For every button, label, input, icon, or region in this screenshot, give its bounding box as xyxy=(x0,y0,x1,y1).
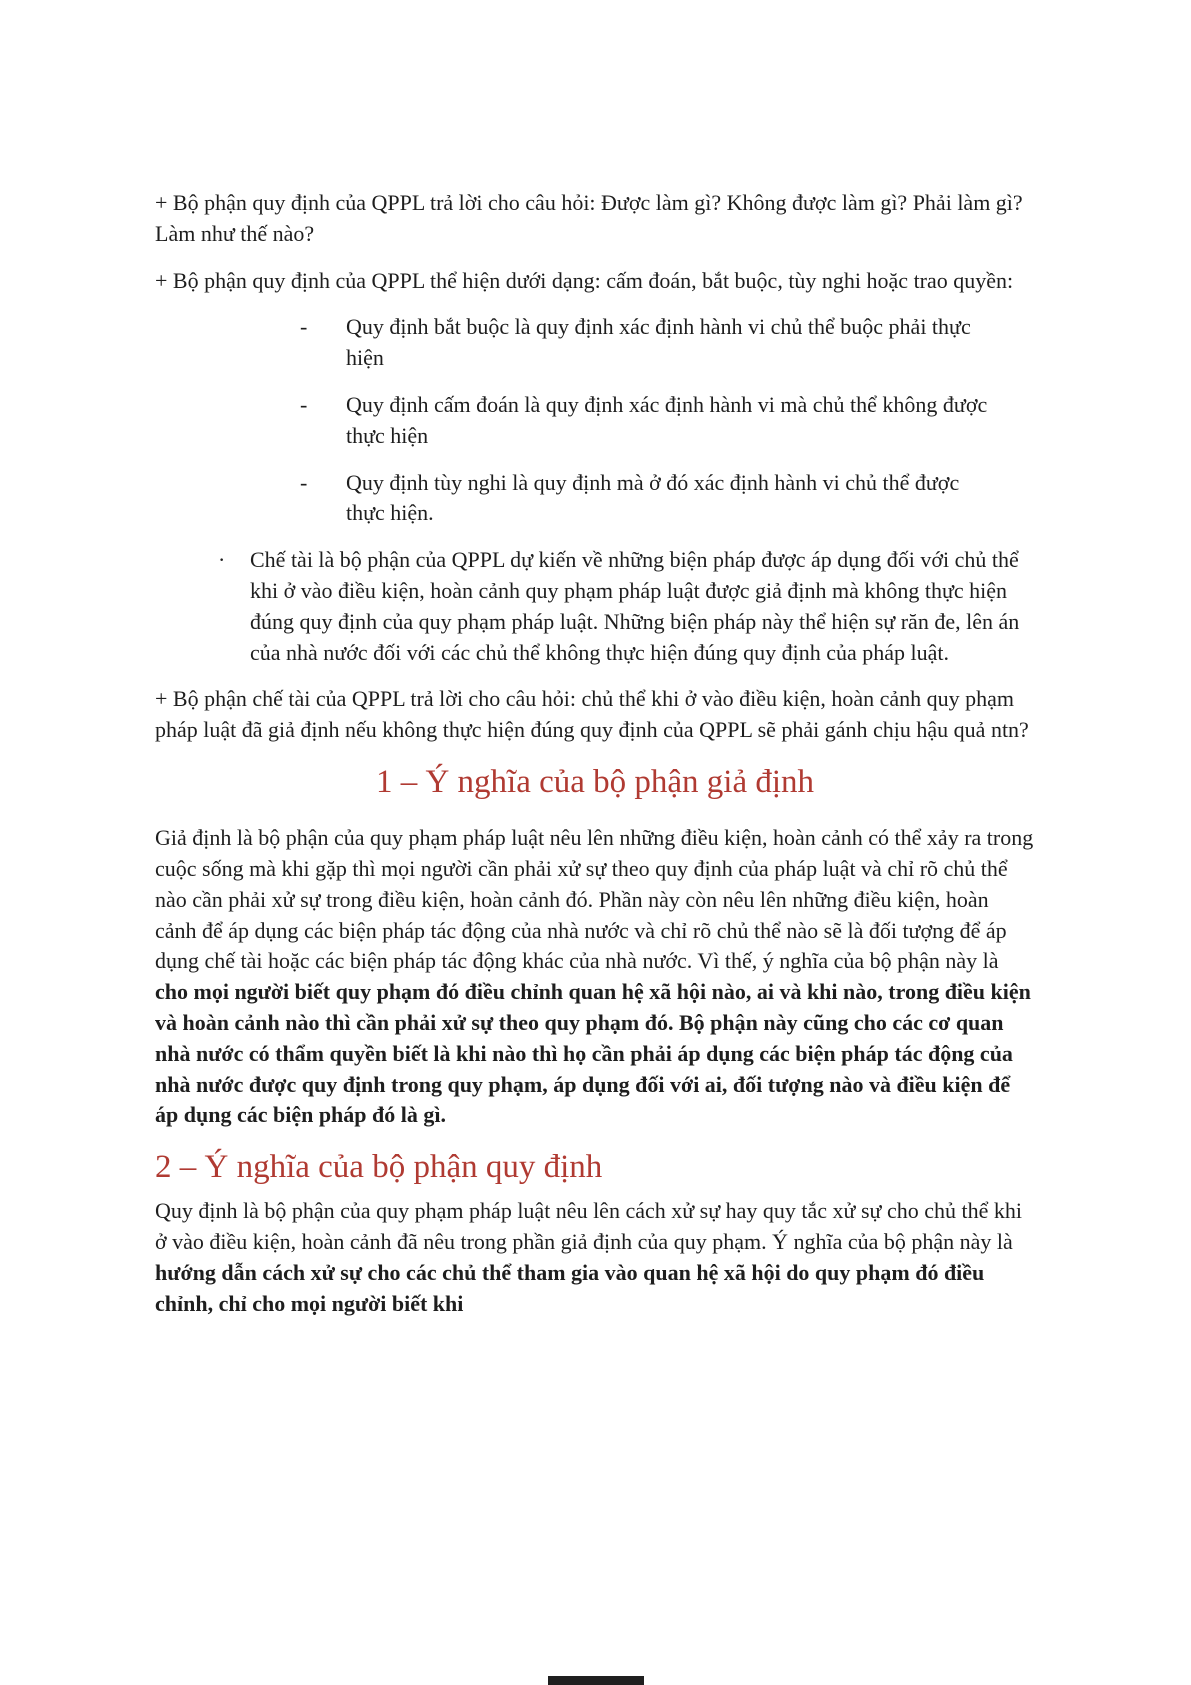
list-item xyxy=(300,312,990,374)
list-item-text: Quy định tùy nghi là quy định mà ở đó xác định hành vi chủ thể được thực hiện. xyxy=(346,469,960,526)
paragraph-quydinh-question: + Bộ phận quy định của QPPL trả lời cho câu hỏi: Được làm gì? Không được làm gì? Phải làm gì? Làm như thế nào? xyxy=(155,190,1023,246)
paragraph-chetai-question: + Bộ phận chế tài của QPPL trả lời cho câu hỏi: chủ thể khi ở vào điều kiện, hoàn cảnh quy phạm pháp luật đã giả định nếu không thực hiện đúng quy định của QPPL sẽ phải gánh chịu hậu quả ntn? xyxy=(155,686,1029,743)
section-2-paragraph xyxy=(155,1196,1035,1319)
section-1-text-bold: cho mọi người biết quy phạm đó điều chỉnh quan hệ xã hội nào, ai và khi nào, trong điều kiện và hoàn cảnh nào thì cần phải xử sự theo quy phạm đó. Bộ phận này cũng cho các cơ quan nhà nước có thẩm quyền biết là khi nào thì họ cần phải áp dụng các biện pháp tác động của nhà nước được quy định trong quy phạm, áp dụng đối với ai, đối tượng nào và điều kiện để áp dụng các biện pháp đó là gì. xyxy=(155,979,1031,1128)
list-item-text: Quy định bắt buộc là quy định xác định hành vi chủ thể buộc phải thực hiện xyxy=(346,314,971,371)
list-item xyxy=(300,390,990,452)
dash-marker: - xyxy=(300,314,308,340)
dash-marker: - xyxy=(300,391,308,417)
dash-marker: - xyxy=(300,469,308,495)
list-item-text: Quy định cấm đoán là quy định xác định hành vi mà chủ thể không được thực hiện xyxy=(346,391,988,448)
section-1-paragraph xyxy=(155,823,1035,1131)
list-item xyxy=(218,545,1035,668)
section-2-text-bold: hướng dẫn cách xử sự cho các chủ thể tham gia vào quan hệ xã hội do quy phạm đó điều chỉnh, chỉ cho mọi người biết khi xyxy=(155,1260,985,1316)
list-item-text: Chế tài là bộ phận của QPPL dự kiến về những biện pháp được áp dụng đối với chủ thể khi ở vào điều kiện, hoàn cảnh quy phạm pháp luật được giả định mà không thực hiện đúng quy định của quy phạm pháp luật. Những biện pháp này thể hiện sự răn đe, lên án của nhà nước đối với các chủ thể không thực hiện đúng quy định của pháp luật. xyxy=(250,547,1020,665)
section-heading-2: 2 – Ý nghĩa của bộ phận quy định xyxy=(155,1149,603,1186)
section-heading-1: 1 – Ý nghĩa của bộ phận giả định xyxy=(375,763,815,800)
list-item xyxy=(300,468,990,530)
paragraph-quydinh-forms: + Bộ phận quy định của QPPL thể hiện dưới dạng: cấm đoán, bắt buộc, tùy nghi hoặc trao quyền: xyxy=(155,267,1014,293)
section-2-text-normal: Quy định là bộ phận của quy phạm pháp luật nêu lên cách xử sự hay quy tắc xử sự cho chủ thể khi ở vào điều kiện, hoàn cảnh đã nêu trong phần giả định của quy phạm. Ý nghĩa của bộ phận này là xyxy=(155,1198,1022,1255)
section-1-text-normal: Giả định là bộ phận của quy phạm pháp luật nêu lên những điều kiện, hoàn cảnh có thể xảy ra trong cuộc sống mà khi gặp thì mọi người cần phải xử sự theo quy định của pháp luật và chỉ rõ chủ thể nào cần phải xử sự trong điều kiện, hoàn cảnh đó. Phần này còn nêu lên những điều kiện, hoàn cảnh để áp dụng các biện pháp tác động của nhà nước và chỉ rõ chủ thể nào sẽ là đối tượng để áp dụng chế tài hoặc các biện pháp tác động khác của nhà nước. Vì thế, ý nghĩa của bộ phận này là xyxy=(155,825,1034,974)
dot-marker: · xyxy=(218,547,226,573)
cropped-element-fragment xyxy=(548,1676,644,1685)
